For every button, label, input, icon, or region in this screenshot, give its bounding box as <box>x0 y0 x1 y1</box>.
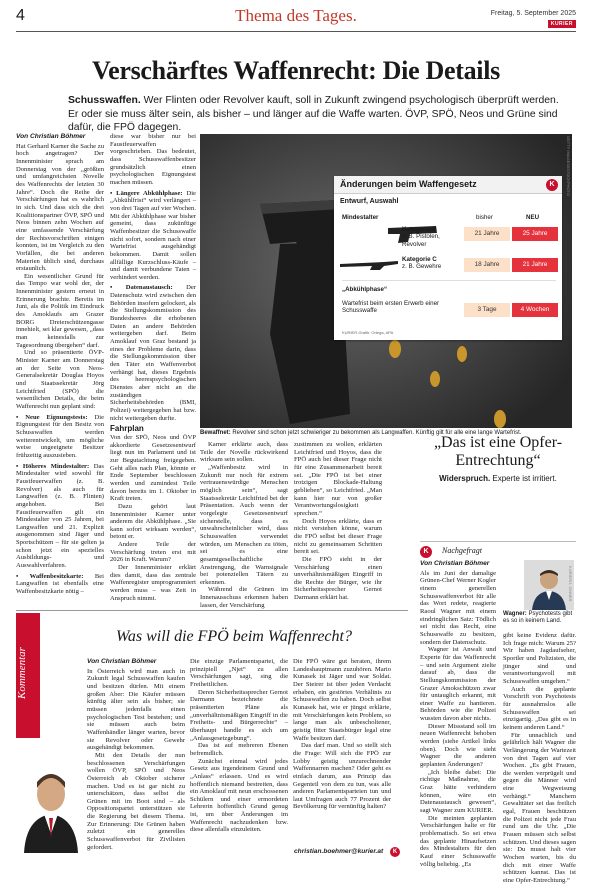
portrait-caption: Wagner: Psychotests gibt es so in keinem Land. <box>503 611 573 624</box>
infobox-cell-old: 21 Jahre <box>464 227 510 241</box>
infobox-cell-old: 3 Tage <box>464 303 510 317</box>
infobox-subtitle: Entwurf, Auswahl <box>340 198 399 205</box>
comment-paragraph: Zunächst einmal wird jedes Gesetz aus irgendeinem Grund und „Anlass“ erlassen. Und es wird hoffentlich niemand bestreiten, dass ein Amoklauf mit neun erschossenen Schülern und einer ermordeten Lehrerin hoffentlich Grund genug ist, um über Änderungen im Waffenrecht nachzudenken bzw. diese allenfalls einzuleiten. <box>190 757 288 834</box>
brand-tag: KURIER <box>548 20 576 28</box>
comment-paragraph: Die FPÖ wäre gut beraten, ihrem Landeshauptmann zuzuhören. Mario Kunasek ist Jäger und war Soldat. Der Steirer ist über jeden Verdacht erhaben, ein gestörtes Verhältnis zu Schusswaffen zu haben. Doch selbst Kunasek hat, wie er jüngst erklärte, mit Verschärfungen kein Problem, so lange man als unbescholtener, geistig fitter Staatsbürger legal eine Waffe besitzen darf. <box>293 658 391 742</box>
person-avatar-icon <box>16 738 86 853</box>
infobox-col-new: NEU <box>526 214 540 221</box>
comment-paragraph: Das darf man. Und so stellt sich die Frage: Will sich die FPÖ zur Lobby geistig unzurechnender Waffennarren machen? Oder geht es einfach darum, aus Prinzip das Gegenteil von dem zu tun, was alle anderen Parlamentsparteien tun und laut Umfragen auch 77 Prozent der Bevölkerung für vernünftig halten? <box>293 742 391 811</box>
comment-paragraph: In Österreich wird man auch in Zukunft legal Schusswaffen kaufen und besitzen dürfen. Mit einem großen Aber: Die Käufer müssen künftig älter sein als bisher; sie müssen jedenfalls einen psychologischen Test bestehen; und sie müssen auch beim Waffenhändler länger warten, bevor sie Revolver oder Gewehr ausgehändigt bekommen. <box>87 667 185 752</box>
article-paragraph: Hat Gerhard Karner die Sache zu hoch angetragen? Der Innenminister sprach am Donnerstag von der „größten und umfangreichsten Novelle des Waffenrechts der letzten 30 Jahre“. Doch die Reihe der Verschärfungen hat es wahrlich in sich. Und dass sich die drei Koalitionspartner ÖVP, SPÖ und Neos binnen zehn Wochen auf eine umfassende Verschärfung der Rechtsvorschriften einigen konnten, ist im Vergleich zu den Vorfällen, die bei anderen Materien üblich sind, durchaus erstaunlich. <box>16 142 104 273</box>
header-rule <box>16 31 576 32</box>
comment-column-1 <box>87 658 185 851</box>
article-paragraph: Der Innenminister erklärt dies damit, dass das zentrale Waffenregister umprogrammiert werden muss – was Zeit in Anspruch nimmt. <box>110 564 196 602</box>
comment-paragraph: Die einzige Parlamentspartei, die prinzipiell „Njet“ zu allen Verschärfungen sagt, sing die Freiheitlichen. <box>190 658 288 688</box>
rifle-icon <box>340 258 402 272</box>
comment-rule <box>16 610 408 611</box>
nachgefragt-label: Nachgefragt <box>442 546 482 555</box>
nachgefragt-paragraph: Auch die geplante Vorschrift von Psychotests für ausnahmslos alle Schusswaffen sei einzigartig. „Das gibt es in keinem anderen Land.“ <box>503 685 576 731</box>
portrait-credit: KURIER/J. ZINNER <box>568 566 573 602</box>
comment-label: Kommentar <box>16 647 28 699</box>
article-column-1 <box>16 133 104 596</box>
infobox-row-label: Kategorie B z. B. Pistolen, Revolver <box>402 226 440 248</box>
nachgefragt-paragraph: Für unnachlich und gefährlich hält Wagner die Verlängerung der Wartezeit von drei Tagen auf vier Wochen. „Es gibt Frauen, die werden verprügelt und gegen die Männer wird eine Wegweisung verhängt.“ Manchem Gewalttäter sei das freilich egal, Frauen beschützen die Polizei nicht jede Frau rund um die Uhr. „Die Frauen müssen sich selbst schützen. Und dieses sagen sie: Du musst halt vier Wochen warten, bis du dich mit einer Waffe schützen kannst. Das ist eine Opfer-Entrechtung.“ <box>503 731 576 884</box>
infobox-changes <box>334 176 562 340</box>
nachgefragt-paragraph: Dieser Missstand soll im neuen Waffenrecht behoben werden (siehe Artikel links oben). Doch wie sieht Wagner die anderen geplanten Änderungen? <box>420 722 496 769</box>
portrait-wagner <box>524 560 574 610</box>
article-column-3 <box>200 441 288 609</box>
infobox-source: KURIER-Grafik: Ortega, APA <box>342 330 394 335</box>
nachgefragt-byline: Von Christian Böhmer <box>420 560 490 567</box>
quote-subtitle: Widerspruch. Experte ist irritiert. <box>439 474 557 483</box>
quote-box <box>420 426 576 526</box>
infobox-section-cooling: „Abkühlphase“ <box>342 286 388 293</box>
lead-text: Wer Flinten oder Revolver kauft, soll in Zukunft zwingend psychologisch überprüft werden. Er oder sie muss älter sein, als bisher – und länger auf die Waffe warten. ÖVP, SPÖ, Neos und Grüne sind dafür, die FPÖ dagegen. <box>68 95 559 133</box>
nachgefragt-rule <box>420 541 576 542</box>
section-title: Thema des Tages. <box>235 6 357 25</box>
photo-caption: Bewaffnet: Revolver sind schon jetzt schwieriger zu bekommen als Langwaffen. Künftig gilt für alle eine lange Wartefrist. <box>200 430 522 436</box>
nachgefragt-column-1 <box>420 560 496 868</box>
article-paragraph: Ein wesentlicher Grund für das Tempo war wohl der, der Innenminister gestern erneut in Erinnerung brachte. Bereits im Juni, als die Politik im Eindruck des Amoklaufs am Grazer BORG Dreierschützengasse innehielt, sei klar gewesen, „dass man keinesfalls zur Tagesordnung übergehen“ darf. <box>16 272 104 349</box>
bullet-item: • Waffenbesitzkarte: Bei Langwaffen ist ebenfalls eine Waffenbesitzkarte nötig – <box>16 572 104 596</box>
infobox-divider <box>342 280 556 281</box>
article-paragraph: Die FPÖ sieht in der Verschärfung einen unverhältnismäßigen Eingriff in die Rechte der Bürger, wie ihr Sicherheitssprecher Gernot Darmann erklärt hat. <box>294 555 382 602</box>
nachgefragt-paragraph: gibt keine Evidenz dafür. Ich frage mich: Warum 25? Wir haben Jagdaufseher, Sportler und Polizisten, die jünger sind und verantwortungsvoll mit Schusswaffen umgehen.“ <box>503 632 576 685</box>
headline: Verschärftes Waffenrecht: Die Details <box>92 56 500 85</box>
infobox-cell-new: 25 Jahre <box>512 227 558 241</box>
infobox-cooling-label: Wartefrist beim ersten Erwerb einer Schusswaffe <box>342 300 440 315</box>
kurier-badge-icon: K <box>546 179 558 191</box>
bullet-item: • Neue Eignungstests: Die Eignungstest für den Besitz von Schusswaffen werden weiterentwickelt, um mögliche weise ungeeignete Besitzer frühzeitig auszusieben. <box>16 413 104 459</box>
photo-credit: GETTY IMAGES/ISTOCKPHOTO <box>566 136 571 197</box>
article-column-4 <box>294 441 382 602</box>
comment-paragraph: Deren Sicherheitssprecher Gernot Darmann bezeichnete die präsentierten Pläne als „unverhältnismäßigen Eingriff in die Freiheits- und Bürgerrechte“ – überhaupt handle es sich um „Anlassgesetzgebung“. <box>190 688 288 742</box>
comment-paragraph: Das ist auf mehreren Ebenen befremdlich. <box>190 742 288 757</box>
infobox-row-label: Kategorie C z. B. Gewehre <box>402 256 442 271</box>
bullet-item: • Längere Abkühlphase: Die „Abkühlfrist“ wird verlängert – von drei Tagen auf vier Wochen. Mit der Abkühlphase war bisher gemeint, dass zukünftige Waffenbesitzer die Schusswaffe nicht sofort, sondern nach einer Wartefrist ausgehändigt bekommen. Damit sollen allfällige Kurzschluss-Käufe – und damit verbundene Taten – verhindert werden. <box>110 189 196 281</box>
nachgefragt-paragraph: Als im Juni der damalige Grünen-Chef Werner Kogler einem generellen Schusswaffenverbot für alle das Wort redete, reagierte Raoul Wagner mit einem eindringlichen Satz: Tödlich sei nicht das Recht, eine Schusswaffe zu besitzen, sondern der Datenschutz. <box>420 569 496 646</box>
bullet-item: • Datenaustausch: Der Datenschutz wird zwischen den Behörden insofern gelockert, als die Stellungskommission des Bundesheeres die erhobenen Daten an andere Behörden weitergeben darf. Beim Amoklauf von Graz bestand ja eines der Probleme darin, dass die Stellungskommission über den Täter ein Waffenverbot verhängt hat, dieses Ergebnis des heerespsychologischen Dienstes aber nicht an die zuständigen Sicherheitsbehörden (BMI, Polizei) weitergegeben hat bzw. nicht weitergeben durfte. <box>110 284 196 422</box>
nachgefragt-paragraph: „Ich bleibe dabei: Die richtige Maßnahme, die Graz hätte verhindern können, wäre ein Datenaustausch gewesen“, sagt Wagner zum KURIER. <box>420 768 496 814</box>
infobox-cell-new: 21 Jahre <box>512 258 558 272</box>
article-paragraph: Von der SPÖ, Neos und ÖVP akkordierte Gesetzesentwurf liegt nun im Parlament und ist zur Begutachtung freigegeben. Geht alles nach Plan, könnte er Ende September beschlossen werden und zumindest Teile davon bereits im 1. Oktober in Kraft treten. <box>110 433 196 503</box>
article-paragraph: diese war bisher nur bei Faustfeuerwaffen vorgeschrieben. Das bedeutet, dass Schusswaffenbesitzer grundsätzlich einen psychologischen Eignungstest machen müssen. <box>110 133 196 186</box>
quote-headline: „Das ist eine Opfer-Entrechtung“ <box>433 434 563 469</box>
subheading-fahrplan: Fahrplan <box>110 424 144 434</box>
article-paragraph: Während die Grünen im Innenausschuss erkennen haben lassen, der Verschärfung <box>200 586 288 609</box>
lead-kicker: Schusswaffen. <box>68 95 141 106</box>
dateline: Freitag, 5. September 2025 <box>490 10 576 17</box>
lead <box>68 94 568 135</box>
infobox-title: Änderungen beim Waffengesetz <box>334 176 562 194</box>
article-paragraph: „Waffenbesitz wird in Zukunft nur noch für extrem vertrauenswürdige Menschen möglich sein“, sagt Staatssekretär Leichtfried bei der Präsentation. Auch wenn der vorgelegte Gesetzesentwurf sicherstelle, dass es unwahrscheinlicher wird, dass Schusswaffen verwendet würden, um Menschen zu töten, sei es eine gesamtgesellschaftliche Anstrengung, die Warnsignale bei potenziellen Tätern zu erkennen. <box>200 463 288 586</box>
comment-title: Was will die FPÖ beim Waffenrecht? <box>116 628 352 645</box>
article-paragraph: Doch Hoyos erklärte, dass er nicht verstehen könne, warum die FPÖ selbst bei dieser Frage nicht zu gemeinsamen Schritten bereit sei. <box>294 517 382 556</box>
comment-column-2 <box>190 658 288 834</box>
nachgefragt-column-2 <box>503 632 576 885</box>
bullet-item: • Höheres Mindestalter: Das Mindestalter wird sowohl für Faustfeuerwaffen (z. B. Revolver) als auch für Langwaffen (z. B. Flinten) angehoben. Bei Faustfeuerwaffen gilt ein Mindestalter von 25 Jahren, bei Langwaffen und 21. Explizit ausgenommen sind Jäger und Sportschützen – für sie gelten ja schon jetzt ein spezielles Ausbildungs- und Auswahlverfahren. <box>16 462 104 570</box>
author-photo <box>16 738 86 853</box>
nachgefragt-paragraph: Die meinten geplanten Verschärfungen halte er für problematisch. So sei etwa das geplante Hinaufsetzen des Mindestalters für den Kauf einer Schusswaffe völlig beliebig. „Es <box>420 814 496 868</box>
comment-byline: Von Christian Böhmer <box>87 658 157 665</box>
comment-paragraph: Mit den Details der nun beschlossenen Verschärfungen wollen ÖVP, SPÖ und Neos Österreich ab Oktober sicherer machen. Und es ist gar nicht zu unterschätzen, dass selbst die Grünen mit im Boot sind – als Oppositionspartei unterstützen sie die Regierung bei diesem Thema. Zur Erinnerung: Die Grünen haben zuletzt ein generelles Schusswaffenverbot für Zivilisten gefordert. <box>87 751 185 851</box>
infobox-cell-old: 18 Jahre <box>464 258 510 272</box>
article-paragraph: Karner erklärte auch, dass Teile der Novelle rückwirkend wirksam sein sollen. <box>200 441 288 464</box>
kurier-badge-icon: K <box>420 546 432 558</box>
infobox-col-old: bisher <box>476 214 493 221</box>
article-column-2 <box>110 133 196 602</box>
infobox-section-age: Mindestalter <box>342 214 379 221</box>
page-number: 4 <box>16 7 25 24</box>
person-avatar-icon <box>524 560 574 610</box>
article-paragraph: Andere Teile der Verschärfung treten erst mit 2026 in Kraft. Warum? <box>110 541 196 564</box>
article-paragraph: Dazu gehört laut Innenminister Karner unter anderem die Abkühlphase. „Sie kann sofort wirksam werden“, betont er. <box>110 502 196 541</box>
author-email-link[interactable]: christian.boehmer@kurier.at <box>294 848 384 855</box>
infobox-cell-new: 4 Wochen <box>512 303 558 317</box>
article-paragraph: Und so präsentierte ÖVP-Minister Karner am Donnerstag an der Seite von Neos-Generalsekretär Douglas Hoyos und Staatssekretär Jörg Leichtfried (SPÖ) die wesentlichen Details, die beim Waffenrecht nun geplant sind: <box>16 349 104 410</box>
article-paragraph: zustimmen zu wollen, erklärten Leichtfried und Hoyos, dass die FPÖ auch bei dieser Frage nicht für eine Zusammenarbeit bereit sei. „Die FPÖ ist bei einer trotzigen Blockade-Haltung geblieben“, so Leichtfried. „Man kann hier nur von großer Verantwortungslosigkeit sprechen.“ <box>294 441 382 517</box>
article-byline: Von Christian Böhmer <box>16 133 86 140</box>
kurier-badge-icon: K <box>390 847 400 857</box>
comment-column-3 <box>293 658 391 811</box>
nachgefragt-header <box>420 543 576 557</box>
nachgefragt-paragraph: Wagner ist Anwalt und Experte für das Waffenrecht – und sein Argument zielte darauf ab, dass die Stellungskommission der Grazer Amokschützen zwar für untauglich erkannt, mit einer Waffe zu hantieren. Behörden wie die Polizei wussten davon aber nichts. <box>420 646 496 723</box>
